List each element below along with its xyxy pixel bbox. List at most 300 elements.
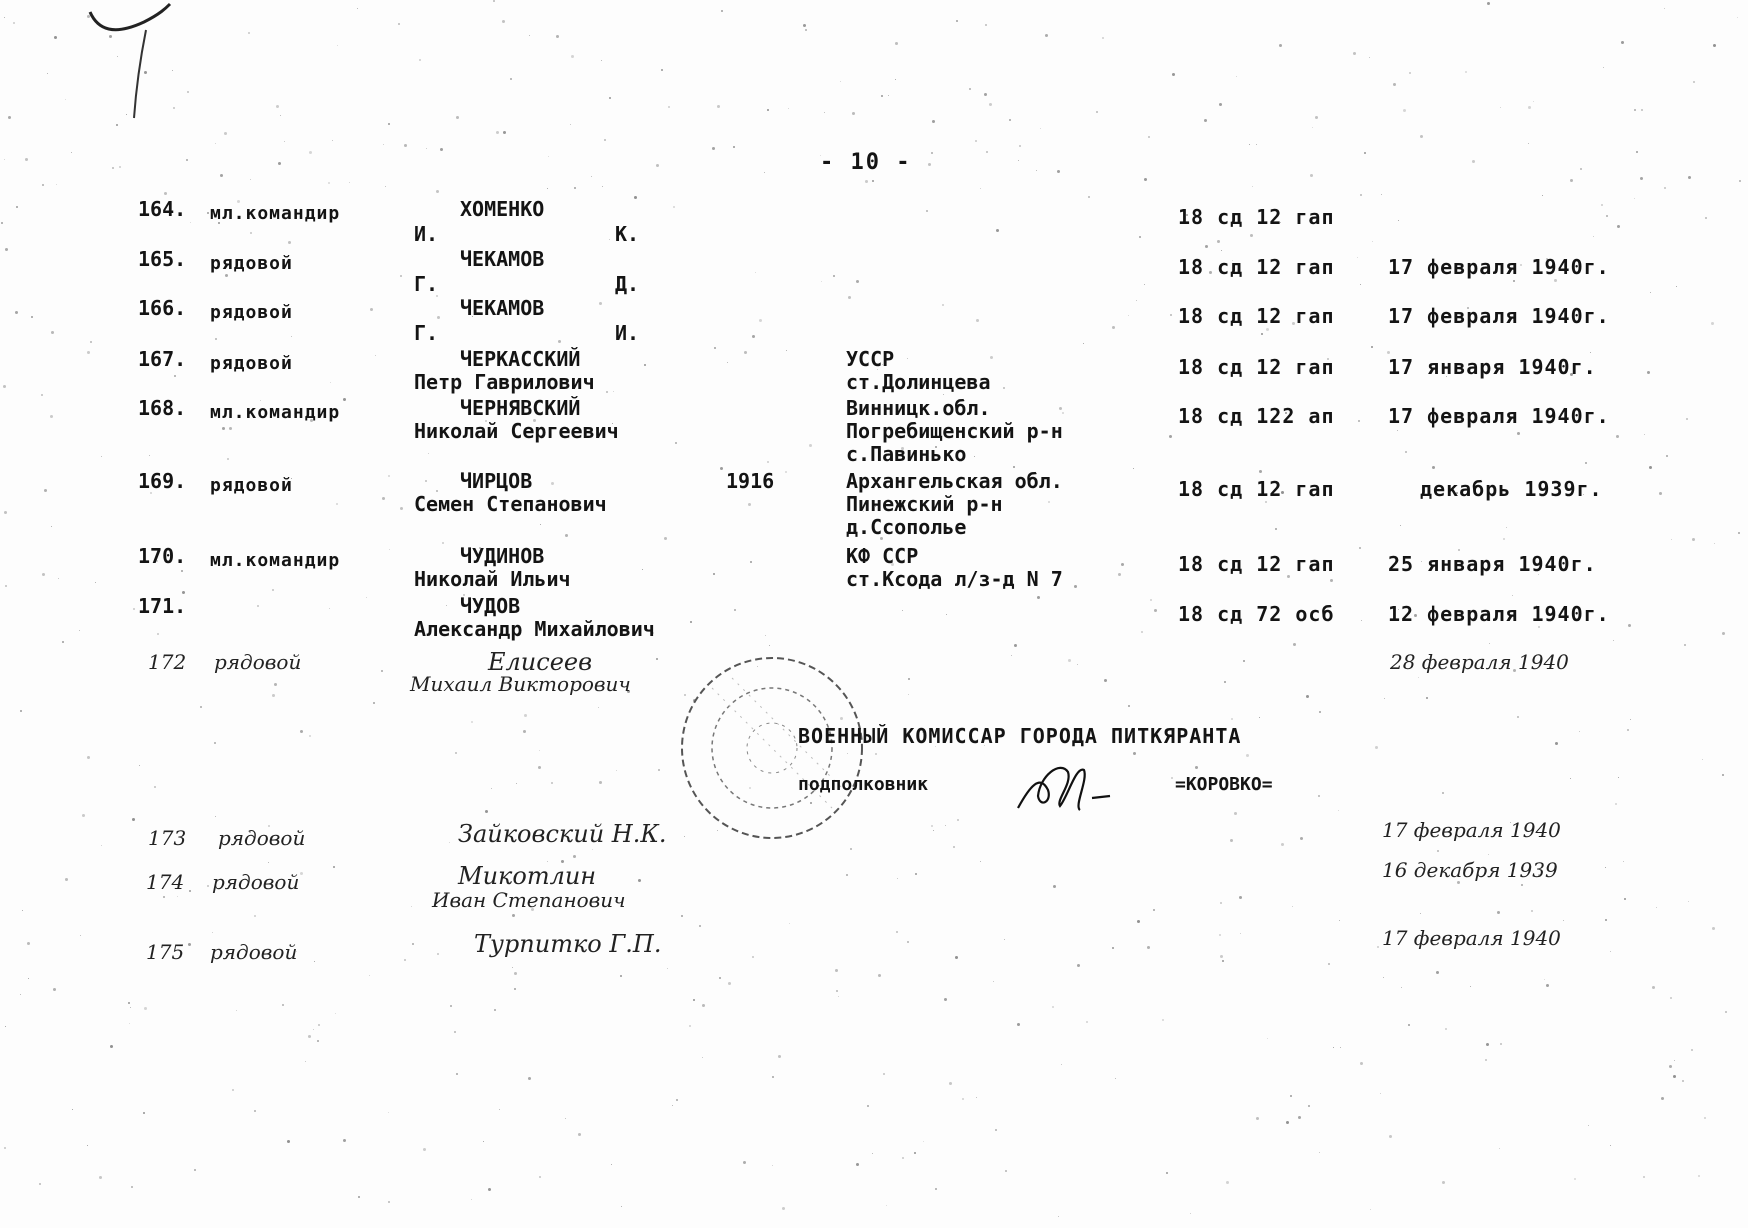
scan-speck: [547, 188, 548, 189]
scan-speck: [335, 1013, 336, 1014]
row-unit: 18 сд 72 осб: [1178, 602, 1335, 626]
scan-speck: [980, 861, 981, 862]
scan-speck: [1636, 151, 1638, 153]
scan-speck: [449, 842, 450, 843]
row-initial-2: К.: [615, 222, 640, 246]
scan-speck: [454, 1031, 456, 1033]
scan-speck: [1004, 939, 1005, 940]
scan-speck: [840, 81, 841, 82]
row-rank: рядовой: [210, 353, 293, 374]
handwritten-name: Микотлин: [458, 862, 597, 890]
row-unit: 18 сд 12 гап: [1178, 355, 1335, 379]
scan-speck: [835, 969, 838, 972]
scan-speck: [1112, 947, 1114, 949]
scan-speck: [65, 878, 68, 881]
scan-speck: [1019, 145, 1021, 147]
row-unit: 18 сд 12 гап: [1178, 255, 1335, 279]
scan-speck: [852, 112, 855, 115]
scan-speck: [548, 156, 549, 157]
scan-speck: [1369, 57, 1370, 58]
scan-speck: [1310, 174, 1313, 177]
scan-speck: [1500, 107, 1501, 108]
row-initial-1: И.: [414, 222, 439, 246]
scan-speck: [886, 1205, 887, 1206]
scan-speck: [1618, 777, 1619, 778]
scan-speck: [693, 999, 695, 1001]
scan-speck: [872, 1153, 873, 1154]
scan-speck: [300, 872, 303, 875]
scan-speck: [668, 106, 670, 108]
scan-speck: [956, 20, 958, 22]
scan-speck: [317, 1040, 319, 1042]
row-date: 17 февраля 1940г.: [1388, 255, 1610, 279]
scan-speck: [702, 1057, 703, 1058]
scan-speck: [1499, 1148, 1500, 1149]
scan-speck: [28, 978, 29, 979]
scan-speck: [164, 192, 167, 195]
scan-speck: [450, 1005, 452, 1007]
scan-speck: [717, 105, 720, 108]
scan-speck: [1546, 984, 1549, 987]
scan-speck: [1298, 1116, 1301, 1119]
scan-speck: [1333, 1047, 1334, 1048]
scan-speck: [419, 59, 421, 61]
scan-speck: [1061, 1064, 1062, 1065]
scan-speck: [1360, 194, 1362, 196]
scan-speck: [1533, 101, 1534, 102]
scan-speck: [571, 55, 574, 58]
scan-speck: [699, 925, 701, 927]
scan-speck: [1195, 766, 1198, 769]
row-date: 17 января 1940г.: [1388, 355, 1597, 379]
scan-speck: [638, 879, 641, 882]
scan-speck: [1610, 951, 1611, 952]
scan-speck: [986, 151, 988, 153]
row-rank: мл.командир: [210, 402, 341, 423]
scan-speck: [39, 1183, 41, 1185]
scan-speck: [1128, 705, 1130, 707]
scan-speck: [565, 1118, 566, 1119]
scan-speck: [1230, 839, 1233, 842]
scan-speck: [357, 8, 358, 9]
scan-speck: [1470, 986, 1471, 987]
scan-speck: [1623, 861, 1624, 862]
scan-speck: [902, 1157, 904, 1159]
scan-speck: [574, 187, 576, 189]
scan-speck: [177, 896, 178, 897]
scan-speck: [1053, 885, 1056, 888]
scan-speck: [524, 714, 527, 717]
scan-speck: [611, 1164, 612, 1165]
scan-speck: [872, 180, 874, 182]
scan-speck: [782, 1207, 785, 1210]
scan-speck: [80, 935, 81, 936]
scan-speck: [539, 1176, 541, 1178]
scan-speck: [1171, 777, 1173, 779]
scan-speck: [850, 848, 852, 850]
scan-speck: [989, 103, 992, 106]
handwritten-date: 17 февраля 1940: [1382, 818, 1561, 842]
scan-speck: [1249, 144, 1250, 145]
scan-speck: [163, 896, 165, 898]
scan-speck: [214, 742, 216, 744]
scan-speck: [139, 765, 140, 766]
scan-speck: [1319, 1152, 1320, 1153]
handwritten-rank: рядовой: [212, 870, 300, 894]
scan-speck: [592, 849, 593, 850]
scan-speck: [976, 1097, 977, 1098]
scan-speck: [1036, 170, 1037, 171]
scan-speck: [838, 996, 839, 997]
scan-speck: [1615, 803, 1617, 805]
row-origin-line-2: ст.Долинцева: [846, 370, 991, 394]
scan-speck: [1389, 1135, 1392, 1138]
row-birth-year: 1916: [726, 469, 775, 493]
scan-speck: [661, 69, 663, 71]
scan-speck: [305, 1061, 306, 1062]
scan-speck: [1377, 946, 1379, 948]
scan-speck: [1045, 34, 1048, 37]
scan-speck: [969, 88, 971, 90]
scan-speck: [1531, 910, 1533, 912]
scan-speck: [82, 814, 85, 817]
scan-speck: [1086, 1021, 1088, 1023]
scan-speck: [349, 182, 350, 183]
row-date: 25 января 1940г.: [1388, 552, 1597, 576]
scan-speck: [681, 915, 683, 917]
scan-speck: [250, 179, 251, 180]
scan-speck: [1656, 907, 1657, 908]
scan-speck: [1420, 135, 1423, 138]
scan-speck: [1682, 1080, 1684, 1082]
row-surname: ЧИРЦОВ: [460, 469, 533, 493]
row-number: 169.: [138, 469, 187, 493]
scan-speck: [1445, 1028, 1447, 1030]
scan-speck: [538, 766, 541, 769]
handwritten-date: 16 декабря 1939: [1382, 858, 1558, 882]
scan-speck: [503, 131, 506, 134]
scan-speck: [1040, 128, 1041, 129]
scan-speck: [689, 1025, 691, 1027]
scan-speck: [131, 1186, 133, 1188]
scan-speck: [1488, 854, 1489, 855]
row-origin-line-1: Архангельская обл.: [846, 469, 1063, 493]
scan-speck: [928, 163, 931, 166]
scan-speck: [436, 190, 439, 193]
scan-speck: [1442, 1181, 1445, 1184]
scan-speck: [1370, 1209, 1371, 1210]
scan-speck: [883, 1073, 885, 1075]
scan-speck: [1096, 111, 1098, 113]
scan-speck: [788, 108, 789, 109]
scan-speck: [398, 23, 400, 25]
handwritten-signature: [1010, 756, 1120, 826]
scan-speck: [1670, 997, 1672, 999]
scan-speck: [1353, 52, 1356, 55]
scan-speck: [494, 1009, 496, 1011]
commissar-rank: подполковник: [798, 774, 929, 795]
scan-speck: [1383, 977, 1384, 978]
handwritten-number: 173: [148, 826, 187, 850]
scan-speck: [995, 1129, 997, 1131]
scan-speck: [1077, 964, 1080, 967]
scan-speck: [514, 972, 517, 975]
scan-speck: [388, 1201, 390, 1203]
scan-speck: [609, 97, 611, 99]
scan-speck: [313, 1029, 314, 1030]
row-initial-2: Д.: [615, 272, 640, 296]
scan-speck: [1603, 67, 1604, 68]
scan-speck: [254, 915, 256, 917]
scan-speck: [20, 994, 21, 995]
scan-speck: [1688, 901, 1689, 902]
scan-speck: [944, 998, 947, 1001]
scan-speck: [65, 99, 66, 100]
scan-speck: [1052, 1006, 1054, 1008]
scan-speck: [878, 974, 881, 977]
scan-speck: [186, 159, 188, 161]
scan-speck: [215, 816, 216, 817]
scan-speck: [931, 825, 933, 827]
row-surname: ЧУДИНОВ: [460, 544, 545, 568]
scan-speck: [42, 184, 44, 186]
scan-speck: [456, 116, 459, 119]
scan-speck: [865, 180, 868, 183]
scan-speck: [132, 818, 135, 821]
scan-speck: [1664, 8, 1665, 9]
row-first-patronymic: Петр Гаврилович: [414, 370, 595, 394]
scan-speck: [337, 45, 338, 46]
scan-speck: [5, 1026, 6, 1027]
scan-speck: [1219, 103, 1222, 106]
scan-speck: [154, 786, 156, 788]
scan-speck: [27, 942, 30, 945]
scan-speck: [1267, 1038, 1268, 1039]
scan-speck: [721, 10, 723, 12]
scan-speck: [1256, 1117, 1259, 1120]
scan-speck: [1364, 152, 1366, 154]
scan-speck: [1234, 812, 1237, 815]
scan-speck: [1360, 1062, 1363, 1065]
scan-speck: [914, 1152, 916, 1154]
scan-speck: [514, 988, 516, 990]
scan-speck: [1204, 119, 1207, 122]
scan-speck: [1009, 119, 1011, 121]
scan-speck: [1517, 716, 1519, 718]
scan-speck: [188, 943, 191, 946]
scan-speck: [423, 1148, 426, 1151]
scan-speck: [1722, 774, 1724, 776]
handwritten-date: 17 февраля 1940: [1382, 926, 1561, 950]
scan-speck: [254, 1110, 256, 1112]
scan-speck: [923, 1141, 924, 1142]
scan-speck: [4, 159, 5, 160]
scan-speck: [980, 188, 981, 189]
scan-speck: [224, 132, 227, 135]
scan-speck: [1259, 717, 1260, 718]
scan-speck: [280, 115, 281, 116]
scan-speck: [388, 1112, 389, 1113]
handwritten-number: 172: [148, 650, 187, 674]
scan-speck: [1319, 711, 1321, 713]
scan-speck: [573, 855, 576, 858]
scan-speck: [1133, 752, 1136, 755]
row-first-patronymic: Александр Михайлович: [414, 617, 655, 641]
scan-speck: [1487, 2, 1490, 5]
scan-speck: [803, 24, 806, 27]
handwritten-name-2: Михаил Викторович: [410, 672, 631, 696]
scan-speck: [1643, 1176, 1645, 1178]
scan-speck: [333, 866, 335, 868]
scan-speck: [1702, 759, 1703, 760]
scan-speck: [1409, 72, 1411, 74]
scan-speck: [616, 770, 617, 771]
scan-speck: [99, 1176, 102, 1179]
scan-speck: [1691, 1049, 1693, 1051]
row-date: 17 февраля 1940г.: [1388, 404, 1610, 428]
scan-speck: [411, 906, 412, 907]
scan-speck: [1704, 1117, 1706, 1119]
row-rank: рядовой: [210, 475, 293, 496]
handwritten-number: 174: [146, 870, 185, 894]
scan-speck: [1574, 1178, 1576, 1180]
scan-speck: [471, 1199, 472, 1200]
row-origin-line-1: КФ ССР: [846, 544, 919, 568]
scan-speck: [932, 120, 935, 123]
scan-speck: [1485, 1059, 1487, 1061]
scan-speck: [656, 164, 659, 167]
row-first-patronymic: Семен Степанович: [414, 492, 607, 516]
scan-speck: [1579, 731, 1580, 732]
scan-speck: [1147, 946, 1150, 949]
scan-speck: [1420, 913, 1421, 914]
page-number: - 10 -: [820, 150, 912, 175]
scan-speck: [1339, 920, 1340, 921]
scan-speck: [87, 1145, 88, 1146]
row-rank: мл.командир: [210, 550, 341, 571]
row-number: 166.: [138, 296, 187, 320]
scan-speck: [276, 105, 279, 108]
handwritten-name-2: Иван Степанович: [432, 888, 626, 912]
scan-speck: [485, 810, 488, 813]
scan-speck: [456, 1073, 458, 1075]
scan-speck: [601, 60, 602, 61]
row-unit: 18 сд 12 гап: [1178, 552, 1335, 576]
scan-speck: [236, 1010, 237, 1011]
scan-speck: [1219, 934, 1221, 936]
scan-speck: [1115, 1078, 1116, 1079]
scan-speck: [499, 1109, 500, 1110]
scan-speck: [1005, 1170, 1007, 1172]
scan-speck: [945, 825, 946, 826]
scan-speck: [22, 910, 23, 911]
scan-speck: [440, 148, 443, 151]
scan-speck: [71, 152, 72, 153]
scan-speck: [767, 109, 769, 111]
scan-speck: [733, 146, 735, 148]
scan-speck: [483, 1141, 484, 1142]
scan-speck: [556, 35, 559, 38]
scan-speck: [907, 941, 909, 943]
commissar-title: ВОЕННЫЙ КОМИССАР ГОРОДА ПИТКЯРАНТА: [798, 724, 1242, 748]
scan-speck: [8, 116, 11, 119]
scan-speck: [667, 968, 668, 969]
scan-speck: [282, 1004, 284, 1006]
scan-speck: [1220, 955, 1223, 958]
commissar-name: =КОРОВКО=: [1175, 774, 1273, 795]
row-date: 12 февраля 1940г.: [1388, 602, 1610, 626]
scan-speck: [212, 932, 213, 933]
scan-speck: [1621, 41, 1624, 44]
scan-speck: [412, 943, 414, 945]
scan-speck: [491, 788, 492, 789]
scan-speck: [56, 184, 57, 185]
scan-speck: [1442, 792, 1444, 794]
scan-speck: [1465, 71, 1467, 73]
official-round-stamp: [672, 648, 872, 848]
scan-speck: [719, 977, 721, 979]
scan-speck: [621, 1206, 622, 1207]
scan-speck: [1380, 1093, 1381, 1094]
scan-speck: [1713, 44, 1716, 47]
scan-speck: [215, 143, 216, 144]
scan-speck: [1725, 1011, 1727, 1013]
scan-speck: [620, 975, 622, 977]
scan-speck: [130, 1007, 131, 1008]
scan-speck: [383, 144, 384, 145]
scan-speck: [1240, 933, 1241, 934]
scan-speck: [1555, 742, 1558, 745]
scan-speck: [1627, 729, 1629, 731]
scan-speck: [232, 1089, 234, 1091]
scan-speck: [1375, 746, 1378, 749]
scan-speck: [1308, 1105, 1310, 1107]
scan-speck: [778, 1055, 781, 1058]
scan-speck: [931, 152, 933, 154]
scan-speck: [933, 830, 934, 831]
scan-speck: [309, 151, 312, 154]
row-date: декабрь 1939г.: [1420, 477, 1603, 501]
scan-speck: [248, 32, 250, 34]
row-date: 17 февраля 1940г.: [1388, 304, 1610, 328]
scan-speck: [455, 752, 457, 754]
scan-speck: [318, 1024, 320, 1026]
scan-speck: [591, 176, 592, 177]
handwritten-rank: рядовой: [214, 650, 302, 674]
scan-speck: [332, 140, 333, 141]
scan-speck: [523, 730, 526, 733]
scan-speck: [308, 1035, 311, 1038]
scan-speck: [1664, 187, 1666, 189]
scan-speck: [496, 131, 499, 134]
row-origin-line-3: с.Павинько: [846, 442, 967, 466]
row-unit: 18 сд 12 гап: [1178, 304, 1335, 328]
scan-speck: [437, 953, 439, 955]
scan-speck: [1246, 754, 1249, 757]
scan-speck: [54, 36, 57, 39]
scan-speck: [404, 144, 407, 147]
scan-speck: [824, 112, 825, 113]
scan-speck: [856, 1163, 859, 1166]
scan-speck: [144, 1007, 147, 1010]
scan-speck: [1580, 168, 1582, 170]
scan-speck: [4, 1147, 6, 1149]
scan-speck: [1693, 81, 1695, 83]
scan-speck: [896, 931, 898, 933]
scan-speck: [1236, 76, 1237, 77]
scan-speck: [1674, 1060, 1675, 1061]
scan-speck: [1570, 179, 1573, 182]
